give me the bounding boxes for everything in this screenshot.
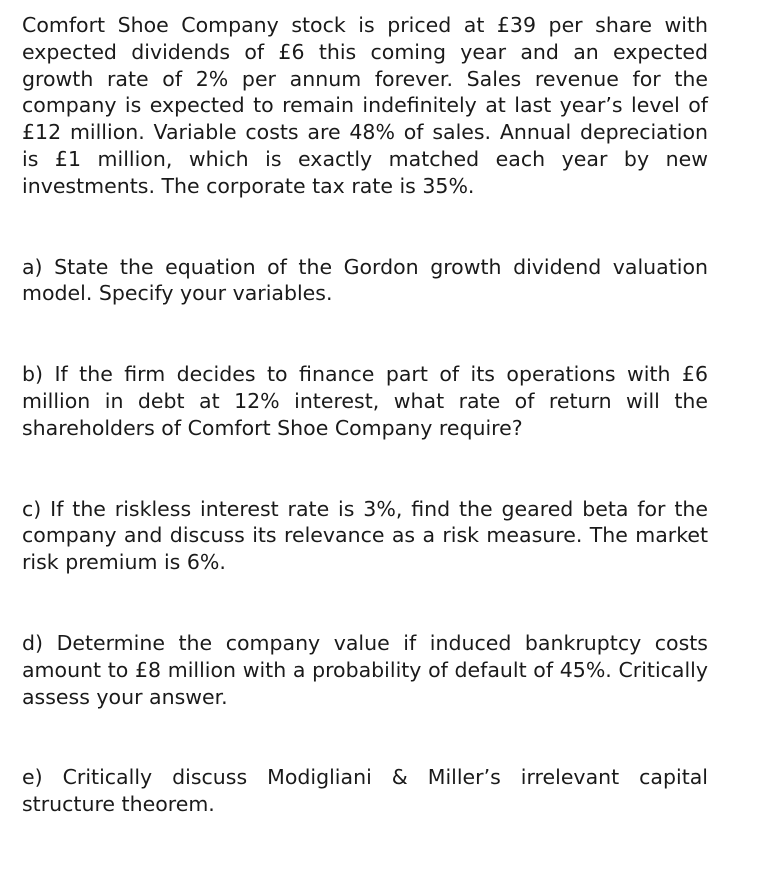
question-b: b) If the firm decides to finance part of its operations with £6 million in debt at 12% interest, what rate of return will the shareholders of Comfort Shoe Company require? — [22, 362, 708, 440]
question-c: c) If the riskless interest rate is 3%, find the geared beta for the company and discuss its relevance as a risk measure. The market risk premium is 6%. — [22, 496, 708, 575]
question-d: d) Determine the company value if induced bankruptcy costs amount to £8 million with a probability of default of 45%. Critically assess your answer. — [22, 630, 708, 709]
intro-paragraph: Comfort Shoe Company stock is priced at £39 per share with expected dividends of £6 this coming year and an expected growth rate of 2% per annum forever. Sales revenue for the company is expected to remain indefinitely at last year’s level of £12 million. Variable costs are 48% of sales. Annual depreciation is £1 million, which is exactly matched each year by new investments. The corporate tax rate is 35%. — [22, 13, 708, 198]
question-e: e) Critically discuss Modigliani & Miller’s irrelevant capital structure theorem. — [22, 765, 708, 817]
question-a: a) State the equation of the Gordon growth dividend valuation model. Specify your variables. — [22, 254, 708, 306]
question-document — [22, 12, 708, 818]
